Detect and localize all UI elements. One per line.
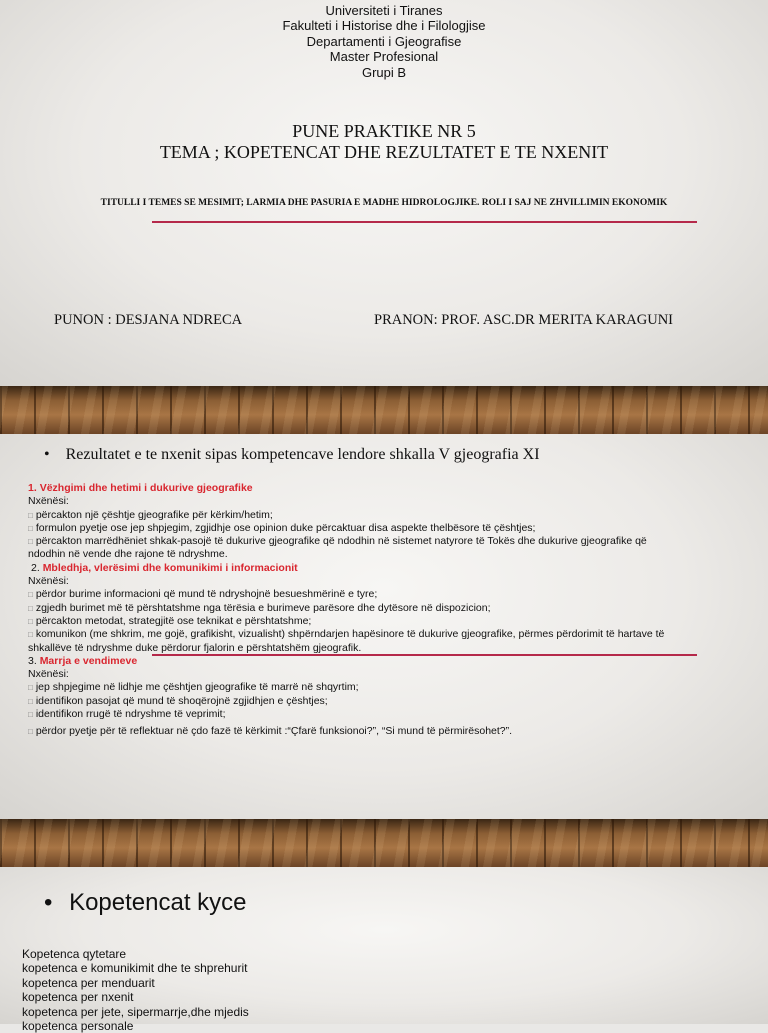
- checkbox-icon: □: [28, 523, 33, 533]
- list-item: [28, 509, 668, 522]
- header-line: Fakulteti i Historise dhe i Filologjise: [282, 18, 486, 34]
- checkbox-icon: □: [28, 510, 33, 520]
- checkbox-icon: □: [28, 590, 33, 600]
- section-number: 3.: [28, 654, 37, 667]
- list-item: [28, 628, 668, 655]
- accent-divider: [152, 221, 697, 223]
- list-item-text: përdor burime informacioni që mund të ndryshojnë besueshmërinë e tyre;: [35, 588, 378, 601]
- title-slide: [0, 0, 768, 386]
- section-title: [28, 562, 668, 575]
- checkbox-icon: □: [28, 603, 33, 613]
- header-line: Universiteti i Tiranes: [325, 3, 443, 18]
- list-item-text: komunikon (me shkrim, me gojë, grafikisht, vizualisht) shpërndarjen hapësinore të dukurive gjeografike, përmes përdorimit të hartave të shkallëve të ndryshme duke përdorur fjalorin e përshtatshëm gjeografik.: [28, 628, 665, 654]
- wood-floor-divider: [0, 819, 768, 867]
- learning-outcomes-slide: [0, 434, 768, 819]
- author-label: PUNON : DESJANA NDRECA: [54, 312, 243, 328]
- list-item-text: zgjedh burimet më të përshtatshme nga tërësia e burimeve parësore dhe dytësore në dispozicion;: [35, 601, 491, 614]
- list-item: [28, 535, 668, 562]
- section-title-text: Marrja e vendimeve: [39, 654, 138, 667]
- list-item: kopetenca personale: [22, 1019, 134, 1033]
- section-lead: Nxënësi:: [28, 495, 69, 508]
- section-number: 2.: [31, 561, 40, 574]
- outcomes-heading: [44, 446, 540, 464]
- section-title-text: Mbledhja, vlerësimi dhe komunikimi i informacionit: [42, 561, 298, 574]
- checkbox-icon: □: [28, 727, 33, 737]
- list-item: [28, 708, 668, 721]
- list-item: [28, 695, 668, 708]
- institution-header: [0, 3, 768, 80]
- reviewer-label: PRANON: PROF. ASC.DR MERITA KARAGUNI: [374, 312, 674, 328]
- list-item-text: identifikon rrugë të ndryshme të veprimit;: [35, 708, 226, 721]
- competences-heading: [44, 889, 247, 917]
- list-item: [28, 522, 668, 535]
- accent-divider: [152, 654, 697, 656]
- section-lead: Nxënësi:: [28, 668, 69, 681]
- competences-list: [22, 947, 249, 1033]
- section-number: 1.: [28, 482, 37, 494]
- list-item: [28, 602, 668, 615]
- section-lead: Nxënësi:: [28, 575, 69, 588]
- list-item: kopetenca per nxenit: [22, 990, 134, 1005]
- list-item: kopetenca e komunikimit dhe te shprehurit: [22, 961, 248, 976]
- slide-topic: TEMA ; KOPETENCAT DHE REZULTATET E TE NXENIT: [159, 142, 609, 162]
- checkbox-icon: □: [28, 616, 33, 626]
- slide-title: PUNE PRAKTIKE NR 5: [292, 121, 476, 141]
- list-item: [28, 615, 668, 628]
- competences-heading-text: Kopetencat kyce: [69, 889, 247, 916]
- header-line: Grupi B: [361, 64, 407, 80]
- header-line: Departamenti i Gjeografise: [306, 33, 462, 49]
- section-title: [28, 655, 668, 668]
- list-item-text: përcakton marrëdhëniet shkak-pasojë të dukurive gjeografike që ndodhin në sistemet natyrore të Tokës dhe dukurive gjeografike që ndodhin në vende dhe rajone të ndryshme.: [28, 535, 647, 561]
- outcomes-heading-text: Rezultatet e te nxenit sipas kompetencave lendore shkalla V gjeografia XI: [65, 446, 540, 463]
- header-line: Master Profesional: [329, 49, 439, 65]
- section-title-text: Vëzhgimi dhe hetimi i dukurive gjeografike: [39, 482, 253, 494]
- outcomes-body: [28, 482, 668, 739]
- key-competences-slide: [0, 867, 768, 1033]
- checkbox-icon: □: [28, 683, 33, 693]
- list-item: kopetenca per jete, sipermarrje,dhe mjedis: [22, 1004, 249, 1019]
- list-item-text: përdor pyetje për të reflektuar në çdo fazë të kërkimit :“Çfarë funksionoi?”, “Si mund të përmirësohet?”.: [35, 725, 513, 738]
- checkbox-icon: □: [28, 710, 33, 720]
- list-item-text: jep shpjegime në lidhje me çështjen gjeografike të marrë në shqyrtim;: [35, 681, 359, 694]
- checkbox-icon: □: [28, 537, 33, 547]
- list-item: [28, 725, 668, 738]
- checkbox-icon: □: [28, 630, 33, 640]
- bullet-icon: •: [44, 889, 53, 916]
- list-item: [28, 681, 668, 694]
- wood-floor-divider: [0, 386, 768, 434]
- checkbox-icon: □: [28, 696, 33, 706]
- list-item: Kopetenca qytetare: [22, 947, 127, 961]
- list-item-text: formulon pyetje ose jep shpjegim, zgjidhje ose opinion duke përcaktuar disa aspekte thelbësore të çështjes;: [35, 521, 536, 534]
- list-item: [28, 588, 668, 601]
- list-item-text: përcakton metodat, strategjitë ose teknikat e përshtatshme;: [35, 614, 312, 627]
- lesson-title: TITULLI I TEMES SE MESIMIT; LARMIA DHE PASURIA E MADHE HIDROLOGJIKE. ROLI I SAJ NE ZHVILLIMIN EKONOMIK: [100, 198, 668, 208]
- list-item-text: identifikon pasojat që mund të shoqërojnë zgjidhjen e çështjes;: [35, 694, 328, 707]
- section-title: [28, 482, 668, 495]
- bullet-icon: •: [44, 446, 50, 463]
- list-item-text: përcakton një çështje gjeografike për kërkim/hetim;: [35, 508, 273, 521]
- list-item: kopetenca per menduarit: [22, 975, 155, 990]
